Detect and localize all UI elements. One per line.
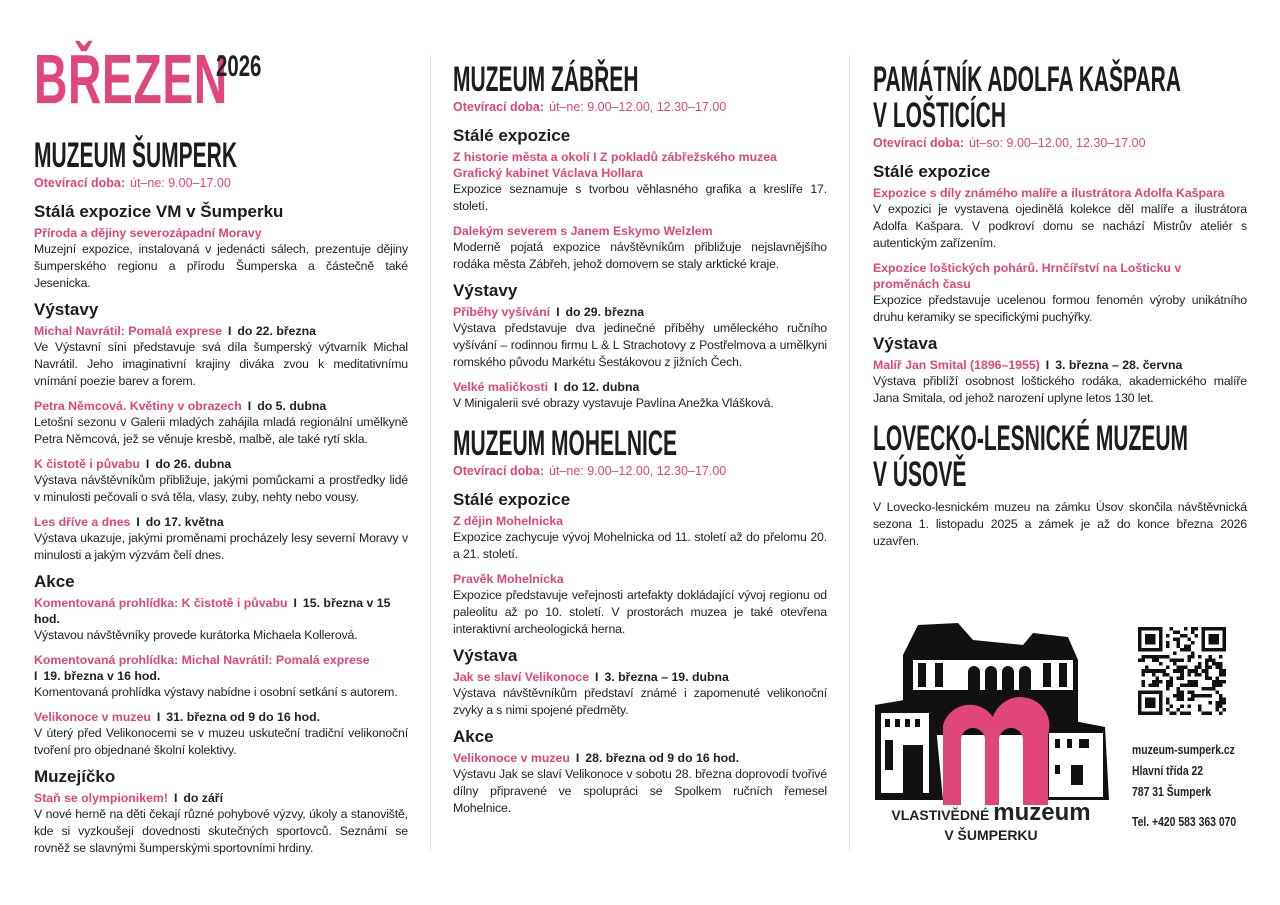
museum-building-logo-icon (873, 615, 1109, 805)
event-date: 3. března – 19. dubna (604, 670, 729, 684)
contact-info (1132, 739, 1236, 832)
event-title-line (34, 398, 408, 414)
event-date: 3. března – 28. června (1055, 358, 1183, 372)
subsection-heading: Stálé expozice (453, 490, 571, 509)
event-date: do září (183, 791, 223, 805)
event-item (453, 223, 827, 273)
separator: I (136, 515, 140, 529)
opening-hours-label: Otevírací doba: (34, 176, 125, 190)
event-date: 31. března od 9 do 16 hod. (166, 710, 321, 724)
event-title: Příroda a dějiny severozápadní Moravy (34, 226, 262, 240)
event-item (34, 709, 408, 759)
event-date: do 12. dubna (563, 380, 640, 394)
event-title-line (453, 571, 827, 587)
website-link[interactable]: muzeum-sumperk.cz (1132, 742, 1235, 757)
event-title: K čistotě i půvabu (34, 457, 140, 471)
event-title-line (34, 790, 408, 806)
event-item (34, 323, 408, 390)
event-title-line (453, 513, 827, 529)
subsection-heading: Výstavy (34, 300, 99, 319)
event-item (34, 514, 408, 564)
subsection-heading: Výstava (873, 334, 938, 353)
event-description: V expozici je vystavena ojedinělá kolekce děl malíře a ilustrátora Adolfa Kašpara. V podkroví domu se nachází Mistrův ateliér s autentickým zařízením. (873, 202, 1247, 250)
event-title-line (873, 357, 1247, 373)
event-description: Muzejní expozice, instalovaná v jedenácti sálech, prezentuje dějiny šumperského regionu a přírodu Šumperska a částečně také Jesenicka. (34, 242, 408, 290)
opening-hours (453, 464, 827, 478)
event-title: Michal Navrátil: Pomalá exprese (34, 324, 222, 338)
event-title: Příběhy vyšívání (453, 305, 551, 319)
opening-hours-label: Otevírací doba: (453, 100, 544, 114)
event-title-line (34, 323, 408, 339)
event-description: Expozice seznamuje s tvorbou věhlasného grafika a kreslíře 17. století. (453, 182, 827, 213)
opening-hours (873, 136, 1247, 150)
event-title-line (453, 750, 827, 766)
opening-hours (453, 100, 827, 114)
museum-section (873, 421, 1247, 493)
month-title: BŘEZEN (34, 40, 228, 118)
column-muzeum-sumperk (34, 0, 408, 865)
subsection-heading: Stálé expozice (873, 162, 991, 181)
museum-title: LOVECKO-LESNICKÉ MUZEUM V ÚSOVĚ (873, 419, 1188, 494)
event-title-line (453, 304, 827, 320)
subsection-heading: Muzejíčko (34, 767, 116, 786)
event-date: do 29. března (565, 305, 645, 319)
event-title-line (873, 260, 1247, 292)
subsection-heading: Stálá expozice VM v Šumperku (34, 202, 284, 221)
subsection-heading: Stálé expozice (453, 126, 571, 145)
event-description: Výstava představuje dva jedinečné příběhy uměleckého ručního vyšívání – rodinnou firmu L & L Strachotovy z Postřelmova a umělkyni romského původu Markétu Šestákovou z jižních Čech. (453, 321, 827, 369)
event-title: Petra Němcová. Květiny v obrazech (34, 399, 242, 413)
event-title-line (34, 595, 408, 627)
event-title-line (453, 669, 827, 685)
event-title: Komentovaná prohlídka: Michal Navrátil: Pomalá exprese (34, 653, 370, 667)
subsection-heading: Akce (453, 727, 494, 746)
event-title-line (34, 709, 408, 725)
event-description: Expozice zachycuje vývoj Mohelnicka od 11. století až do přelomu 20. a 21. století. (453, 530, 827, 561)
subsection-heading: Výstavy (453, 281, 518, 300)
separator: I (556, 305, 560, 319)
event-item (34, 595, 408, 644)
event-title-line (34, 514, 408, 530)
event-title: Staň se olympionikem! (34, 791, 168, 805)
logo-line1: VLASTIVĚDNÉ (891, 807, 990, 823)
phone-number: Tel. +420 583 363 070 (1132, 814, 1237, 829)
event-title: Jak se slaví Velikonoce (453, 670, 590, 684)
event-description: Komentovaná prohlídka výstavy nabídne i osobní setkání s autorem. (34, 685, 398, 699)
subsection-heading: Výstava (453, 646, 518, 665)
event-title-line (453, 149, 827, 165)
event-title: Velikonoce v muzeu (34, 710, 151, 724)
event-title: Z historie města a okolí I Z pokladů zábřežského muzea (453, 150, 777, 164)
logo-word: muzeum (993, 799, 1091, 826)
event-title: Les dříve a dnes (34, 515, 131, 529)
subsection-heading: Akce (34, 572, 75, 591)
year: 2026 (216, 50, 262, 83)
event-title: Velikonoce v muzeu (453, 751, 570, 765)
section-text: V Lovecko-lesnickém muzeu na zámku Úsov skončila návštěvnická sezona 1. listopadu 2025 a zámek je až do konce března 2026 uzavřen. (873, 500, 1247, 548)
event-item (453, 165, 827, 215)
opening-hours (34, 176, 408, 190)
event-title-line (34, 456, 408, 472)
address-street: Hlavní třída 22 (1132, 763, 1204, 778)
event-description: V Minigalerii své obrazy vystavuje Pavlína Anežka Vlášková. (453, 396, 774, 410)
event-title-line (34, 652, 408, 684)
event-item (873, 357, 1247, 407)
separator: I (227, 324, 232, 338)
opening-hours-label: Otevírací doba: (453, 464, 544, 478)
opening-hours-value: út–ne: 9.00–12.00, 12.30–17.00 (549, 100, 727, 114)
event-date: do 26. dubna (155, 457, 232, 471)
event-description: Letošní sezonu v Galerii mladých zahájila mladá regionální umělkyně Petra Němcová, jež se věnuje kresbě, malbě, ale také rytí skla. (34, 415, 408, 446)
event-item (453, 750, 827, 817)
separator: I (575, 751, 580, 765)
event-title: Z dějin Mohelnicka (453, 514, 564, 528)
museum-section (453, 426, 827, 462)
event-item (873, 260, 1247, 326)
separator: I (156, 710, 161, 724)
event-item (453, 669, 827, 719)
museum-section (873, 62, 1247, 134)
event-date: 19. března v 16 hod. (43, 669, 161, 683)
event-title-line (453, 165, 827, 181)
event-item (34, 225, 408, 292)
event-item (873, 185, 1247, 252)
event-description: V úterý před Velikonocemi se v muzeu uskuteční tradiční velikonoční tvoření pro objednané školní kolektivy. (34, 726, 408, 757)
column-zabreh-mohelnice (453, 42, 827, 825)
separator: I (247, 399, 252, 413)
event-item (34, 790, 408, 857)
separator: I (293, 596, 297, 610)
museum-title: MUZEUM ŠUMPERK (34, 136, 237, 175)
column-divider (849, 55, 850, 850)
event-item (453, 304, 827, 371)
separator: I (554, 380, 558, 394)
event-title: Expozice loštických pohárů. Hrnčířství na Lošticku v proměnách času (873, 261, 1182, 291)
event-description: Výstava návštěvníkům představí známé i zapomenuté velikonoční zvyky a s nimi spojené předměty. (453, 686, 827, 717)
event-description: Expozice představuje ucelenou formou fenomén výroby unikátního druhu keramiky se specifickými puchýřky. (873, 293, 1247, 324)
event-title: Grafický kabinet Václava Hollara (453, 166, 644, 180)
event-description: Výstavu Jak se slaví Velikonoce v sobotu 28. března doprovodí tvořivé dílny připravené ve spolupráci se Spolkem ručních řemesel Mohelnice. (453, 767, 827, 815)
event-title: Dalekým severem s Janem Eskymo Welzlem (453, 224, 713, 238)
event-date: do 5. dubna (257, 399, 327, 413)
separator: I (34, 669, 38, 683)
event-title: Komentovaná prohlídka: K čistotě i půvabu (34, 596, 288, 610)
event-description: V nové herně na děti čekají různé pohybové výzvy, úkoly a stanoviště, kde si vyzkoušejí dovednosti skutečných sportovců. Seznámí se rovněž se slavnými šumperskými sportovními hrdiny. (34, 807, 408, 855)
opening-hours-label: Otevírací doba: (873, 136, 964, 150)
footer-block (873, 615, 1263, 855)
event-description: Výstava ukazuje, jakými proměnami procházely lesy severní Moravy v minulosti a jakým výzvám čelí dnes. (34, 531, 408, 562)
opening-hours-value: út–ne: 9.00–17.00 (130, 176, 231, 190)
separator: I (145, 457, 150, 471)
event-title: Expozice s díly známého malíře a ilustrátora Adolfa Kašpara (873, 186, 1225, 200)
museum-title: PAMÁTNÍK ADOLFA KAŠPARA V LOŠTICÍCH (873, 60, 1181, 135)
separator: I (595, 670, 599, 684)
event-date: 15. března v 15 hod. (34, 596, 391, 626)
opening-hours-value: út–so: 9.00–12.00, 12.30–17.00 (969, 136, 1146, 150)
event-title-line (873, 185, 1247, 201)
qr-code-icon[interactable] (1138, 627, 1226, 715)
event-description: Výstava návštěvníkům přibližuje, jakými pomůckami a prostředky lidé v minulosti pečovali o svá těla, vlasy, zuby, nehty nebo vousy. (34, 473, 408, 504)
event-item (453, 571, 827, 638)
opening-hours-value: út–ne: 9.00–12.00, 12.30–17.00 (549, 464, 727, 478)
separator: I (173, 791, 178, 805)
column-divider (430, 55, 431, 850)
event-item (453, 513, 827, 563)
event-description: Ve Výstavní síni představuje svá díla šumperský výtvarník Michal Navrátil. Jeho imaginativní krajiny diváka zvou k meditativnímu vnímání poezie barev a forem. (34, 340, 408, 388)
event-date: 28. března od 9 do 16 hod. (585, 751, 740, 765)
museum-logo-text (873, 799, 1109, 845)
logo-line2: V ŠUMPERKU (944, 827, 1038, 843)
event-item (34, 652, 408, 701)
separator: I (1045, 358, 1050, 372)
event-date: do 17. května (145, 515, 224, 529)
event-item (453, 379, 827, 412)
event-title-line (453, 223, 827, 239)
event-date: do 22. března (237, 324, 316, 338)
event-title: Pravěk Mohelnicka (453, 572, 564, 586)
event-item (34, 398, 408, 448)
museum-title: MUZEUM MOHELNICE (453, 424, 677, 463)
event-item (34, 456, 408, 506)
museum-section (34, 138, 408, 174)
event-description: Expozice představuje veřejnosti artefakty dokládající vývoj regionu od paleolitu až po 10. století. V prostorách muzea je také otevřena interaktivní archeologická herna. (453, 588, 827, 636)
event-item (453, 149, 827, 165)
event-title-line (453, 379, 827, 395)
event-description: Výstavou návštěvníky provede kurátorka Michaela Kollerová. (34, 628, 358, 642)
address-city: 787 31 Šumperk (1132, 784, 1212, 799)
museum-section (453, 62, 827, 98)
event-description: Výstava přiblíží osobnost loštického rodáka, akademického malíře Jana Smitala, od jehož narození uplyne letos 130 let. (873, 374, 1247, 405)
event-title: Velké maličkosti (453, 380, 549, 394)
event-title-line (34, 225, 408, 241)
column-lostice-usov (873, 42, 1247, 550)
month-header (34, 0, 408, 118)
museum-title: MUZEUM ZÁBŘEH (453, 60, 639, 99)
event-title: Malíř Jan Smital (1896–1955) (873, 358, 1040, 372)
event-description: Moderně pojatá expozice návštěvníkům přibližuje nejslavnějšího rodáka města Zábřeh, jehož domovem se staly arktické kraje. (453, 240, 827, 271)
